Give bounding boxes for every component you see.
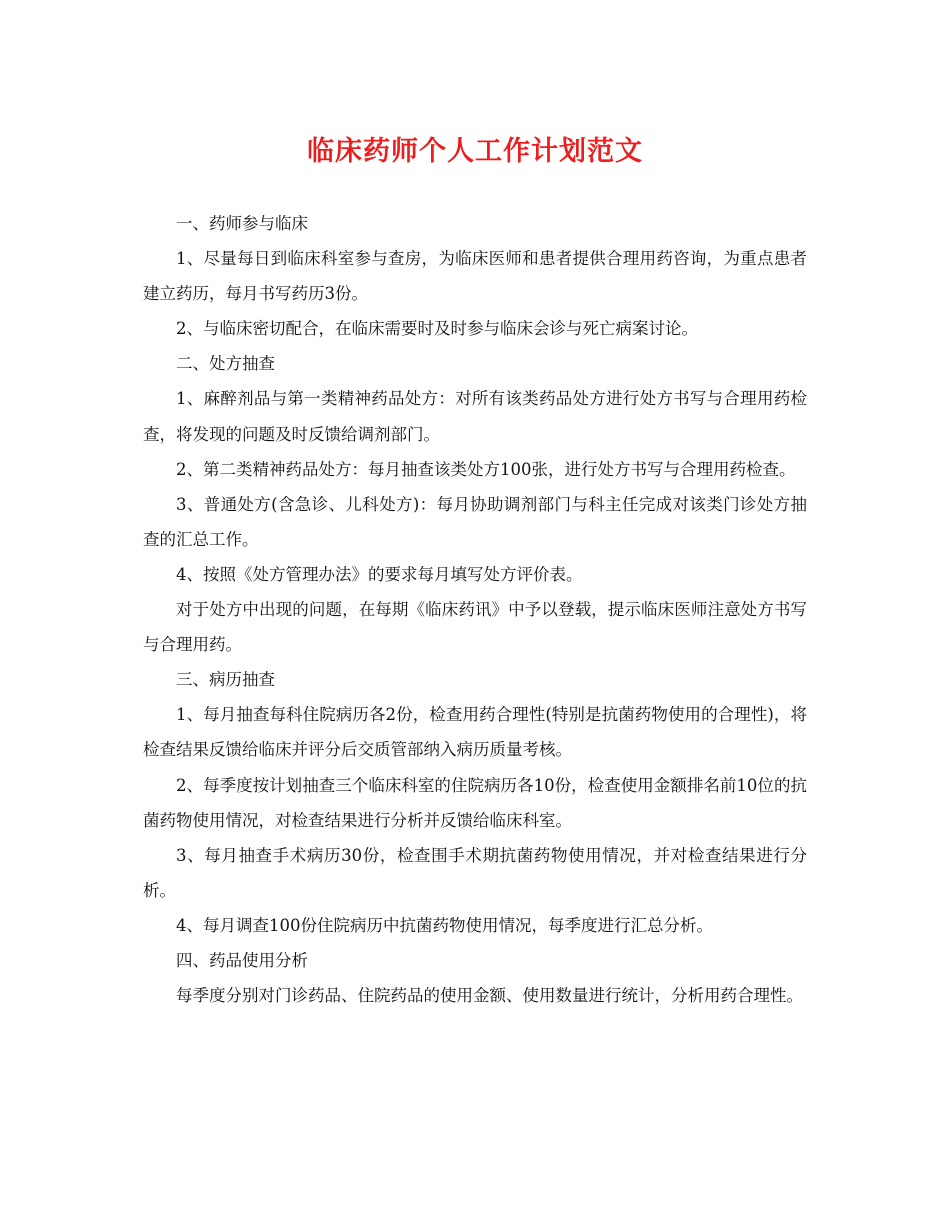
section-heading: 四、药品使用分析: [176, 950, 308, 970]
paragraph: 2、第二类精神药品处方：每月抽查该类处方100张，进行处方书写与合理用药检查。: [176, 459, 796, 479]
paragraph: 对于处方中出现的问题，在每期《临床药讯》中予以登载，提示临床医师注意处方书写与合理用药。: [143, 600, 807, 655]
paragraph: 3、每月抽查手术病历30份，检查围手术期抗菌药物使用情况，并对检查结果进行分析。: [143, 845, 807, 900]
document-body: [143, 206, 807, 1013]
paragraph: 每季度分别对门诊药品、住院药品的使用金额、使用数量进行统计，分析用药合理性。: [176, 986, 803, 1006]
paragraph: 3、普通处方(含急诊、儿科处方)：每月协助调剂部门与科主任完成对该类门诊处方抽查的汇总工作。: [143, 494, 807, 549]
paragraph: 2、与临床密切配合，在临床需要时及时参与临床会诊与死亡病案讨论。: [176, 319, 698, 339]
section-heading: 三、病历抽查: [176, 670, 275, 690]
paragraph: 2、每季度按计划抽查三个临床科室的住院病历各10份，检查使用金额排名前10位的抗菌药物使用情况，对检查结果进行分析并反馈给临床科室。: [143, 775, 807, 830]
paragraph: 4、每月调查100份住院病历中抗菌药物使用情况，每季度进行汇总分析。: [176, 915, 713, 935]
paragraph: 4、按照《处方管理办法》的要求每月填写处方评价表。: [176, 564, 583, 584]
section-heading: 一、药师参与临床: [176, 214, 308, 233]
paragraph: 1、麻醉剂品与第一类精神药品处方：对所有该类药品处方进行处方书写与合理用药检查，将发现的问题及时反馈给调剂部门。: [143, 389, 807, 444]
document-title: 临床药师个人工作计划范文: [307, 136, 643, 167]
paragraph: 1、尽量每日到临床科室参与查房，为临床医师和患者提供合理用药咨询，为重点患者建立药历，每月书写药历3份。: [143, 249, 807, 304]
paragraph: 1、每月抽查每科住院病历各2份，检查用药合理性(特别是抗菌药物使用的合理性)，将检查结果反馈给临床并评分后交质管部纳入病历质量考核。: [143, 705, 807, 760]
section-heading: 二、处方抽查: [176, 354, 275, 374]
